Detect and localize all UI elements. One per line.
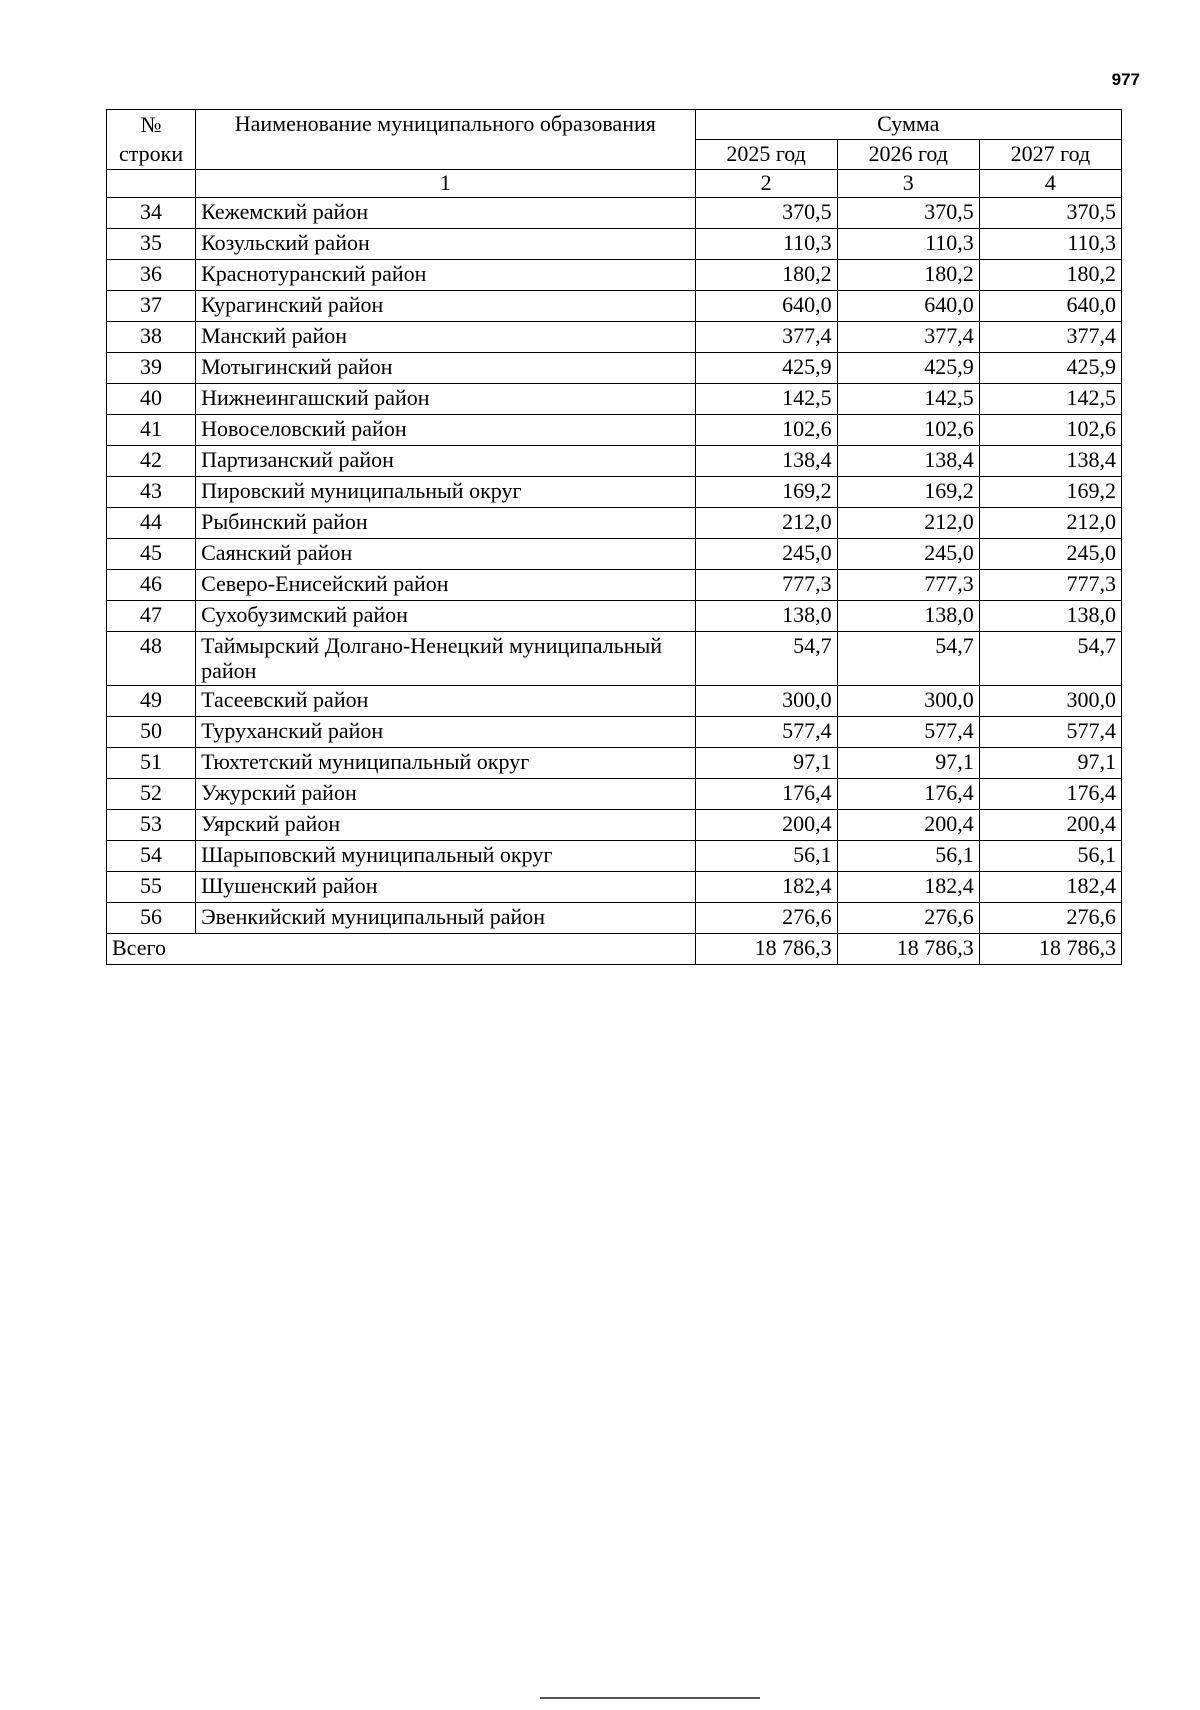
- table-row: [107, 716, 1122, 747]
- municipality-name: Новоселовский район: [196, 415, 695, 446]
- value-2027: 142,5: [979, 384, 1121, 415]
- municipality-name: Козульский район: [196, 229, 695, 260]
- row-number: 42: [107, 446, 196, 477]
- value-2025: 110,3: [695, 229, 837, 260]
- value-2025: 180,2: [695, 260, 837, 291]
- value-2027: 138,0: [979, 601, 1121, 632]
- column-index-2: 2: [695, 170, 837, 198]
- table-row: [107, 840, 1122, 871]
- value-2026: 142,5: [837, 384, 979, 415]
- row-number: 37: [107, 291, 196, 322]
- value-2025: 425,9: [695, 353, 837, 384]
- value-2026: 640,0: [837, 291, 979, 322]
- value-2026: 276,6: [837, 902, 979, 933]
- row-number: 50: [107, 716, 196, 747]
- municipality-name: Шарыповский муниципальный округ: [196, 840, 695, 871]
- row-number: 46: [107, 570, 196, 601]
- table-row: [107, 291, 1122, 322]
- row-number: 51: [107, 747, 196, 778]
- value-2027: 54,7: [979, 632, 1121, 686]
- value-2026: 54,7: [837, 632, 979, 686]
- municipality-name: Краснотуранский район: [196, 260, 695, 291]
- value-2027: 212,0: [979, 508, 1121, 539]
- table-row: [107, 229, 1122, 260]
- municipality-name: Саянский район: [196, 539, 695, 570]
- table-row: [107, 570, 1122, 601]
- table-row: [107, 353, 1122, 384]
- value-2027: 56,1: [979, 840, 1121, 871]
- row-number: 40: [107, 384, 196, 415]
- row-number: 44: [107, 508, 196, 539]
- table-row: [107, 902, 1122, 933]
- municipality-name: Пировский муниципальный округ: [196, 477, 695, 508]
- value-2026: 138,0: [837, 601, 979, 632]
- value-2027: 640,0: [979, 291, 1121, 322]
- year-header-2027: 2027 год: [979, 140, 1121, 170]
- value-2025: 138,0: [695, 601, 837, 632]
- value-2026: 425,9: [837, 353, 979, 384]
- value-2025: 142,5: [695, 384, 837, 415]
- value-2025: 200,4: [695, 809, 837, 840]
- value-2025: 370,5: [695, 198, 837, 229]
- row-number-header-line1: №: [140, 112, 162, 137]
- row-number: 45: [107, 539, 196, 570]
- value-2027: 245,0: [979, 539, 1121, 570]
- municipality-name: Туруханский район: [196, 716, 695, 747]
- row-number: 35: [107, 229, 196, 260]
- value-2027: 370,5: [979, 198, 1121, 229]
- table-row: [107, 508, 1122, 539]
- table-row: [107, 198, 1122, 229]
- municipality-name: Шушенский район: [196, 871, 695, 902]
- table-row: [107, 384, 1122, 415]
- municipality-name: Тюхтетский муниципальный округ: [196, 747, 695, 778]
- table-row: [107, 632, 1122, 686]
- value-2027: 138,4: [979, 446, 1121, 477]
- table-row: [107, 871, 1122, 902]
- column-index-row: [107, 170, 1122, 198]
- municipality-name: Таймырский Долгано-Ненецкий муниципальный район: [196, 632, 695, 686]
- name-header: Наименование муниципального образования: [196, 110, 695, 170]
- value-2026: 169,2: [837, 477, 979, 508]
- municipality-name: Северо-Енисейский район: [196, 570, 695, 601]
- value-2025: 182,4: [695, 871, 837, 902]
- table-row: [107, 778, 1122, 809]
- value-2027: 180,2: [979, 260, 1121, 291]
- column-index-3: 3: [837, 170, 979, 198]
- value-2026: 180,2: [837, 260, 979, 291]
- row-number: 43: [107, 477, 196, 508]
- table-body: [107, 198, 1122, 934]
- row-number-header: [107, 110, 196, 170]
- value-2025: 640,0: [695, 291, 837, 322]
- municipality-name: Рыбинский район: [196, 508, 695, 539]
- budget-table: [106, 109, 1122, 965]
- column-index-1: 1: [196, 170, 695, 198]
- municipality-name: Манский район: [196, 322, 695, 353]
- value-2026: 212,0: [837, 508, 979, 539]
- value-2027: 182,4: [979, 871, 1121, 902]
- value-2025: 300,0: [695, 685, 837, 716]
- table-row: [107, 747, 1122, 778]
- column-index-4: 4: [979, 170, 1121, 198]
- row-number: 41: [107, 415, 196, 446]
- table-row: [107, 809, 1122, 840]
- table-row: [107, 446, 1122, 477]
- total-row: [107, 933, 1122, 964]
- value-2026: 56,1: [837, 840, 979, 871]
- value-2025: 97,1: [695, 747, 837, 778]
- value-2027: 577,4: [979, 716, 1121, 747]
- year-header-2025: 2025 год: [695, 140, 837, 170]
- table-row: [107, 477, 1122, 508]
- row-number: 34: [107, 198, 196, 229]
- total-label: Всего: [107, 933, 696, 964]
- table-row: [107, 415, 1122, 446]
- value-2027: 377,4: [979, 322, 1121, 353]
- value-2027: 110,3: [979, 229, 1121, 260]
- table-row: [107, 322, 1122, 353]
- row-number: 54: [107, 840, 196, 871]
- value-2025: 245,0: [695, 539, 837, 570]
- row-number: 53: [107, 809, 196, 840]
- total-2026: 18 786,3: [837, 933, 979, 964]
- municipality-name: Курагинский район: [196, 291, 695, 322]
- header-row-top: [107, 110, 1122, 140]
- table-row: [107, 260, 1122, 291]
- value-2025: 138,4: [695, 446, 837, 477]
- value-2025: 54,7: [695, 632, 837, 686]
- row-number: 47: [107, 601, 196, 632]
- value-2026: 110,3: [837, 229, 979, 260]
- value-2026: 577,4: [837, 716, 979, 747]
- value-2026: 777,3: [837, 570, 979, 601]
- value-2026: 182,4: [837, 871, 979, 902]
- value-2027: 300,0: [979, 685, 1121, 716]
- table-row: [107, 539, 1122, 570]
- row-number: 39: [107, 353, 196, 384]
- scan-artifact-line: [540, 1697, 760, 1699]
- page-number: 977: [1111, 70, 1140, 89]
- row-number: 38: [107, 322, 196, 353]
- value-2025: 169,2: [695, 477, 837, 508]
- row-number: 56: [107, 902, 196, 933]
- value-2027: 276,6: [979, 902, 1121, 933]
- total-2027: 18 786,3: [979, 933, 1121, 964]
- row-number-header-line2: строки: [118, 140, 184, 166]
- row-number: 52: [107, 778, 196, 809]
- row-number: 55: [107, 871, 196, 902]
- value-2026: 377,4: [837, 322, 979, 353]
- municipality-name: Нижнеингашский район: [196, 384, 695, 415]
- municipality-name: Партизанский район: [196, 446, 695, 477]
- table-row: [107, 685, 1122, 716]
- row-number: 36: [107, 260, 196, 291]
- value-2025: 102,6: [695, 415, 837, 446]
- value-2025: 377,4: [695, 322, 837, 353]
- value-2026: 102,6: [837, 415, 979, 446]
- value-2025: 777,3: [695, 570, 837, 601]
- value-2026: 200,4: [837, 809, 979, 840]
- value-2026: 138,4: [837, 446, 979, 477]
- table-header: [107, 110, 1122, 198]
- value-2027: 102,6: [979, 415, 1121, 446]
- municipality-name: Тасеевский район: [196, 685, 695, 716]
- municipality-name: Сухобузимский район: [196, 601, 695, 632]
- municipality-name: Кежемский район: [196, 198, 695, 229]
- value-2027: 777,3: [979, 570, 1121, 601]
- year-header-2026: 2026 год: [837, 140, 979, 170]
- row-number: 49: [107, 685, 196, 716]
- value-2025: 176,4: [695, 778, 837, 809]
- municipality-name: Мотыгинский район: [196, 353, 695, 384]
- table-footer: [107, 933, 1122, 964]
- value-2026: 245,0: [837, 539, 979, 570]
- value-2026: 97,1: [837, 747, 979, 778]
- value-2026: 370,5: [837, 198, 979, 229]
- value-2027: 425,9: [979, 353, 1121, 384]
- row-number: 48: [107, 632, 196, 686]
- municipality-name: Ужурский район: [196, 778, 695, 809]
- sum-header: Сумма: [695, 110, 1121, 140]
- total-2025: 18 786,3: [695, 933, 837, 964]
- table-row: [107, 601, 1122, 632]
- value-2025: 212,0: [695, 508, 837, 539]
- value-2027: 169,2: [979, 477, 1121, 508]
- value-2027: 176,4: [979, 778, 1121, 809]
- column-index-empty: [107, 170, 196, 198]
- value-2025: 56,1: [695, 840, 837, 871]
- value-2026: 176,4: [837, 778, 979, 809]
- value-2025: 577,4: [695, 716, 837, 747]
- municipality-name: Эвенкийский муниципальный район: [196, 902, 695, 933]
- value-2026: 300,0: [837, 685, 979, 716]
- municipality-name: Уярский район: [196, 809, 695, 840]
- value-2025: 276,6: [695, 902, 837, 933]
- value-2027: 97,1: [979, 747, 1121, 778]
- value-2027: 200,4: [979, 809, 1121, 840]
